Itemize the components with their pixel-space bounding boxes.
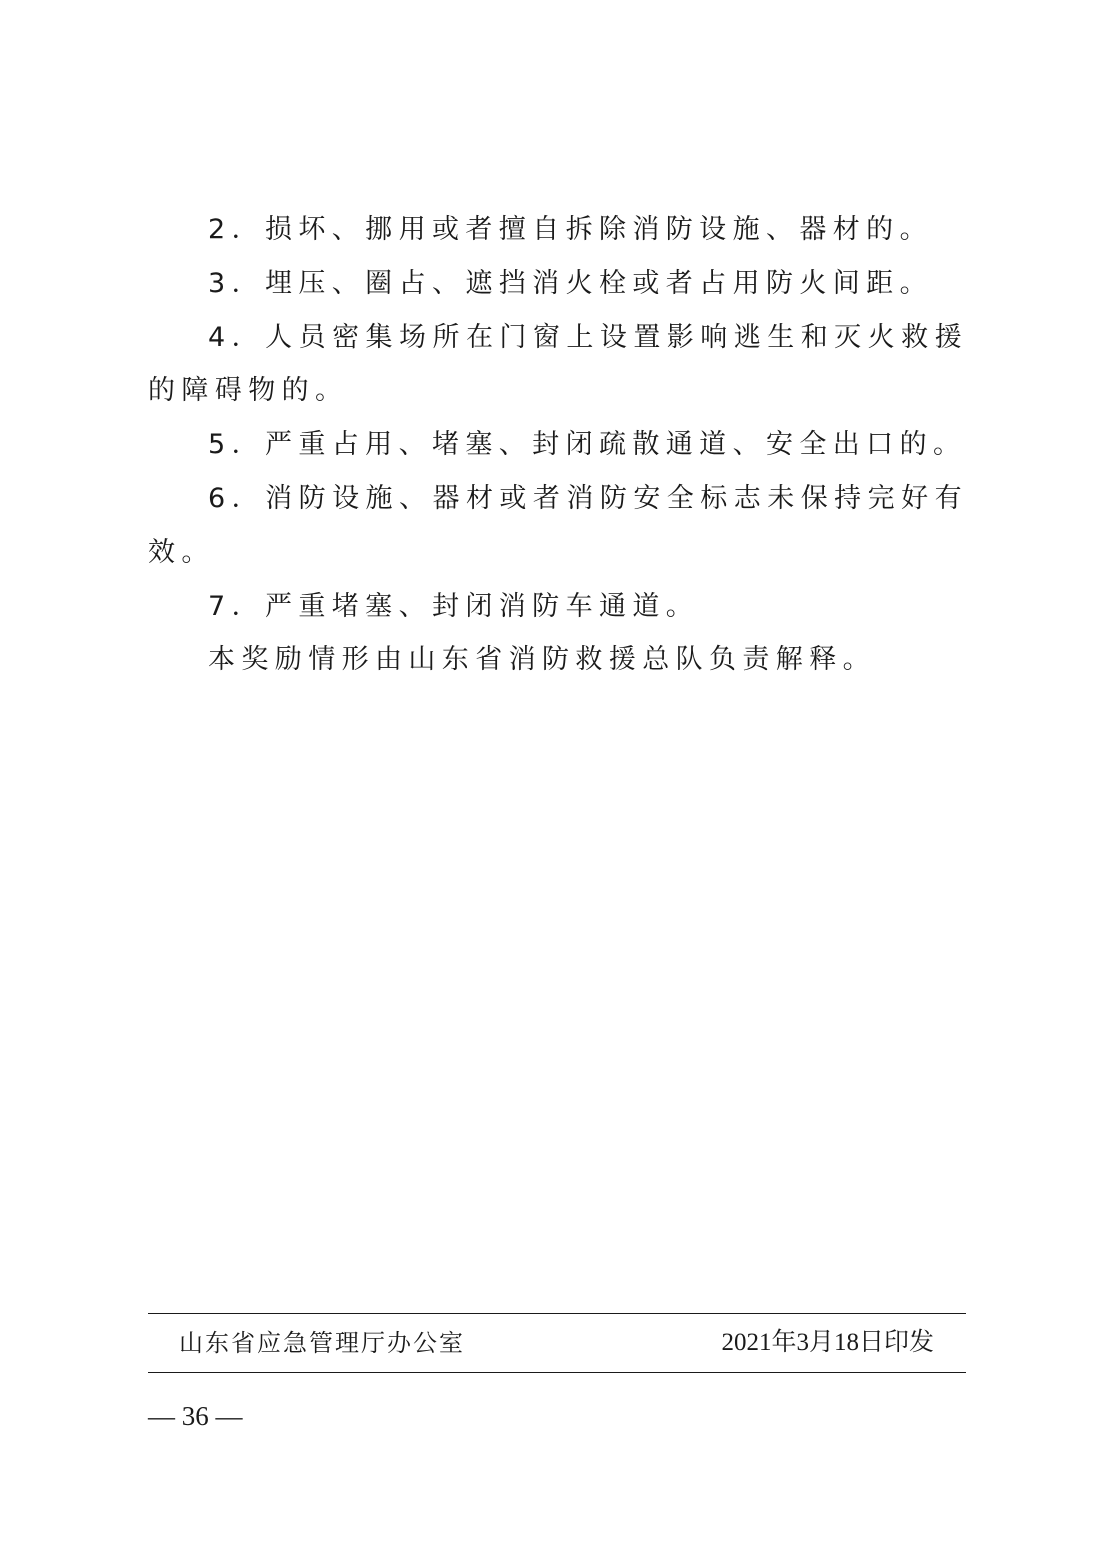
paragraph-item-6: 6．消防设施、器材或者消防安全标志未保持完好有效。 bbox=[148, 482, 968, 568]
paragraph-item-3: 3．埋压、圈占、遮挡消火栓或者占用防火间距。 bbox=[208, 267, 933, 299]
colophon-top-rule bbox=[148, 1313, 966, 1314]
paragraph-item-5: 5．严重占用、堵塞、封闭疏散通道、安全出口的。 bbox=[208, 429, 967, 461]
colophon-issuer: 山东省应急管理厅办公室 bbox=[179, 1329, 465, 1357]
paragraph-item-2: 2．损坏、挪用或者擅自拆除消防设施、器材的。 bbox=[208, 214, 933, 245]
paragraph-interpretation-note: 本奖励情形由山东省消防救援总队负责解释。 bbox=[208, 644, 876, 676]
colophon-print-date: 2021年3月18日印发 bbox=[721, 1329, 934, 1356]
page-number: — 36 — bbox=[148, 1401, 243, 1431]
paragraph-item-4: 4．人员密集场所在门窗上设置影响逃生和灭火救援的障碍物的。 bbox=[148, 321, 968, 407]
paragraph-item-7: 7．严重堵塞、封闭消防车通道。 bbox=[208, 590, 700, 622]
colophon-bottom-rule bbox=[148, 1372, 966, 1373]
document-body bbox=[148, 203, 968, 687]
